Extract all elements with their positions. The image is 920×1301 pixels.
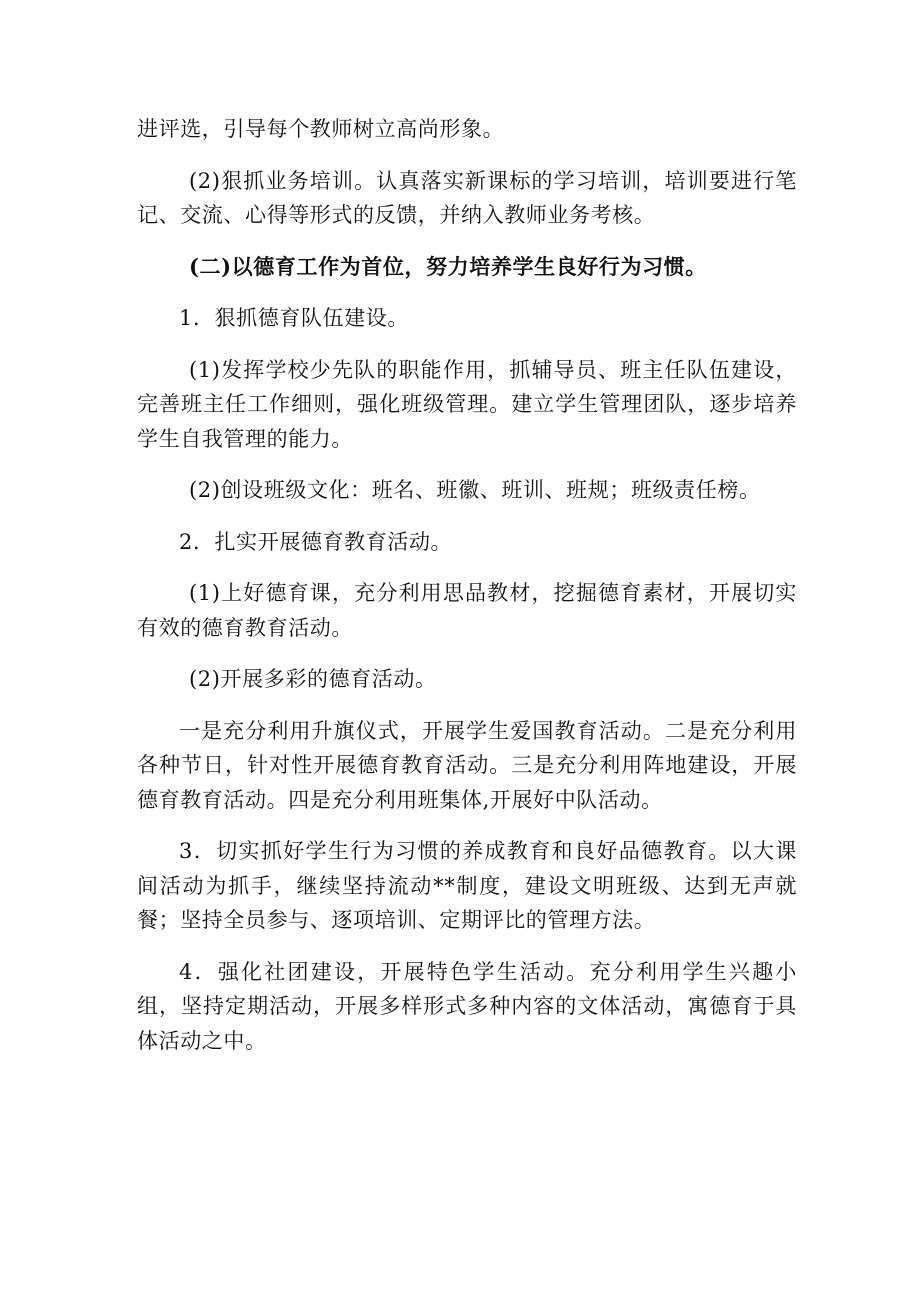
paragraph-item-4: 4．强化社团建设，开展特色学生活动。充分利用学生兴趣小组，坚持定期活动，开展多样形式多种内容的文体活动，寓德育于具体活动之中。 [137, 959, 797, 1053]
paragraph-subitem-1-1: (1)发挥学校少先队的职能作用，抓辅导员、班主任队伍建设，完善班主任工作细则，强化班级管理。建立学生管理团队，逐步培养学生自我管理的能力。 [137, 357, 797, 451]
paragraph-item-3: 3．切实抓好学生行为习惯的养成教育和良好品德教育。以大课间活动为抓手，继续坚持流动**制度，建设文明班级、达到无声就餐；坚持全员参与、逐项培训、定期评比的管理方法。 [137, 839, 797, 932]
paragraph-subitem-1-2: (2)创设班级文化：班名、班徽、班训、班规；班级责任榜。 [189, 478, 761, 502]
paragraph-business-training: (2)狠抓业务培训。认真落实新课标的学习培训，培训要进行笔记、交流、心得等形式的反馈，并纳入教师业务考核。 [137, 168, 797, 227]
paragraph-item-2: 2．扎实开展德育教育活动。 [179, 529, 453, 554]
paragraph-subitem-2-2: (2)开展多彩的德育活动。 [189, 667, 437, 691]
paragraph-item-1: 1．狠抓德育队伍建设。 [179, 306, 409, 330]
paragraph-subitem-2-1: (1)上好德育课，充分利用思品教材，挖掘德育素材，开展切实有效的德育教育活动。 [137, 581, 797, 640]
section-heading-moral-education: (二)以德育工作为首位，努力培养学生良好行为习惯。 [189, 253, 707, 279]
document-body [137, 112, 797, 1058]
paragraph-continuation: 进评选，引导每个教师树立高尚形象。 [137, 117, 505, 141]
paragraph-activities-list: 一是充分利用升旗仪式，开展学生爱国教育活动。二是充分利用各种节日，针对性开展德育教育活动。三是充分利用阵地建设，开展德育教育活动。四是充分利用班集体,开展好中队活动。 [137, 718, 797, 812]
